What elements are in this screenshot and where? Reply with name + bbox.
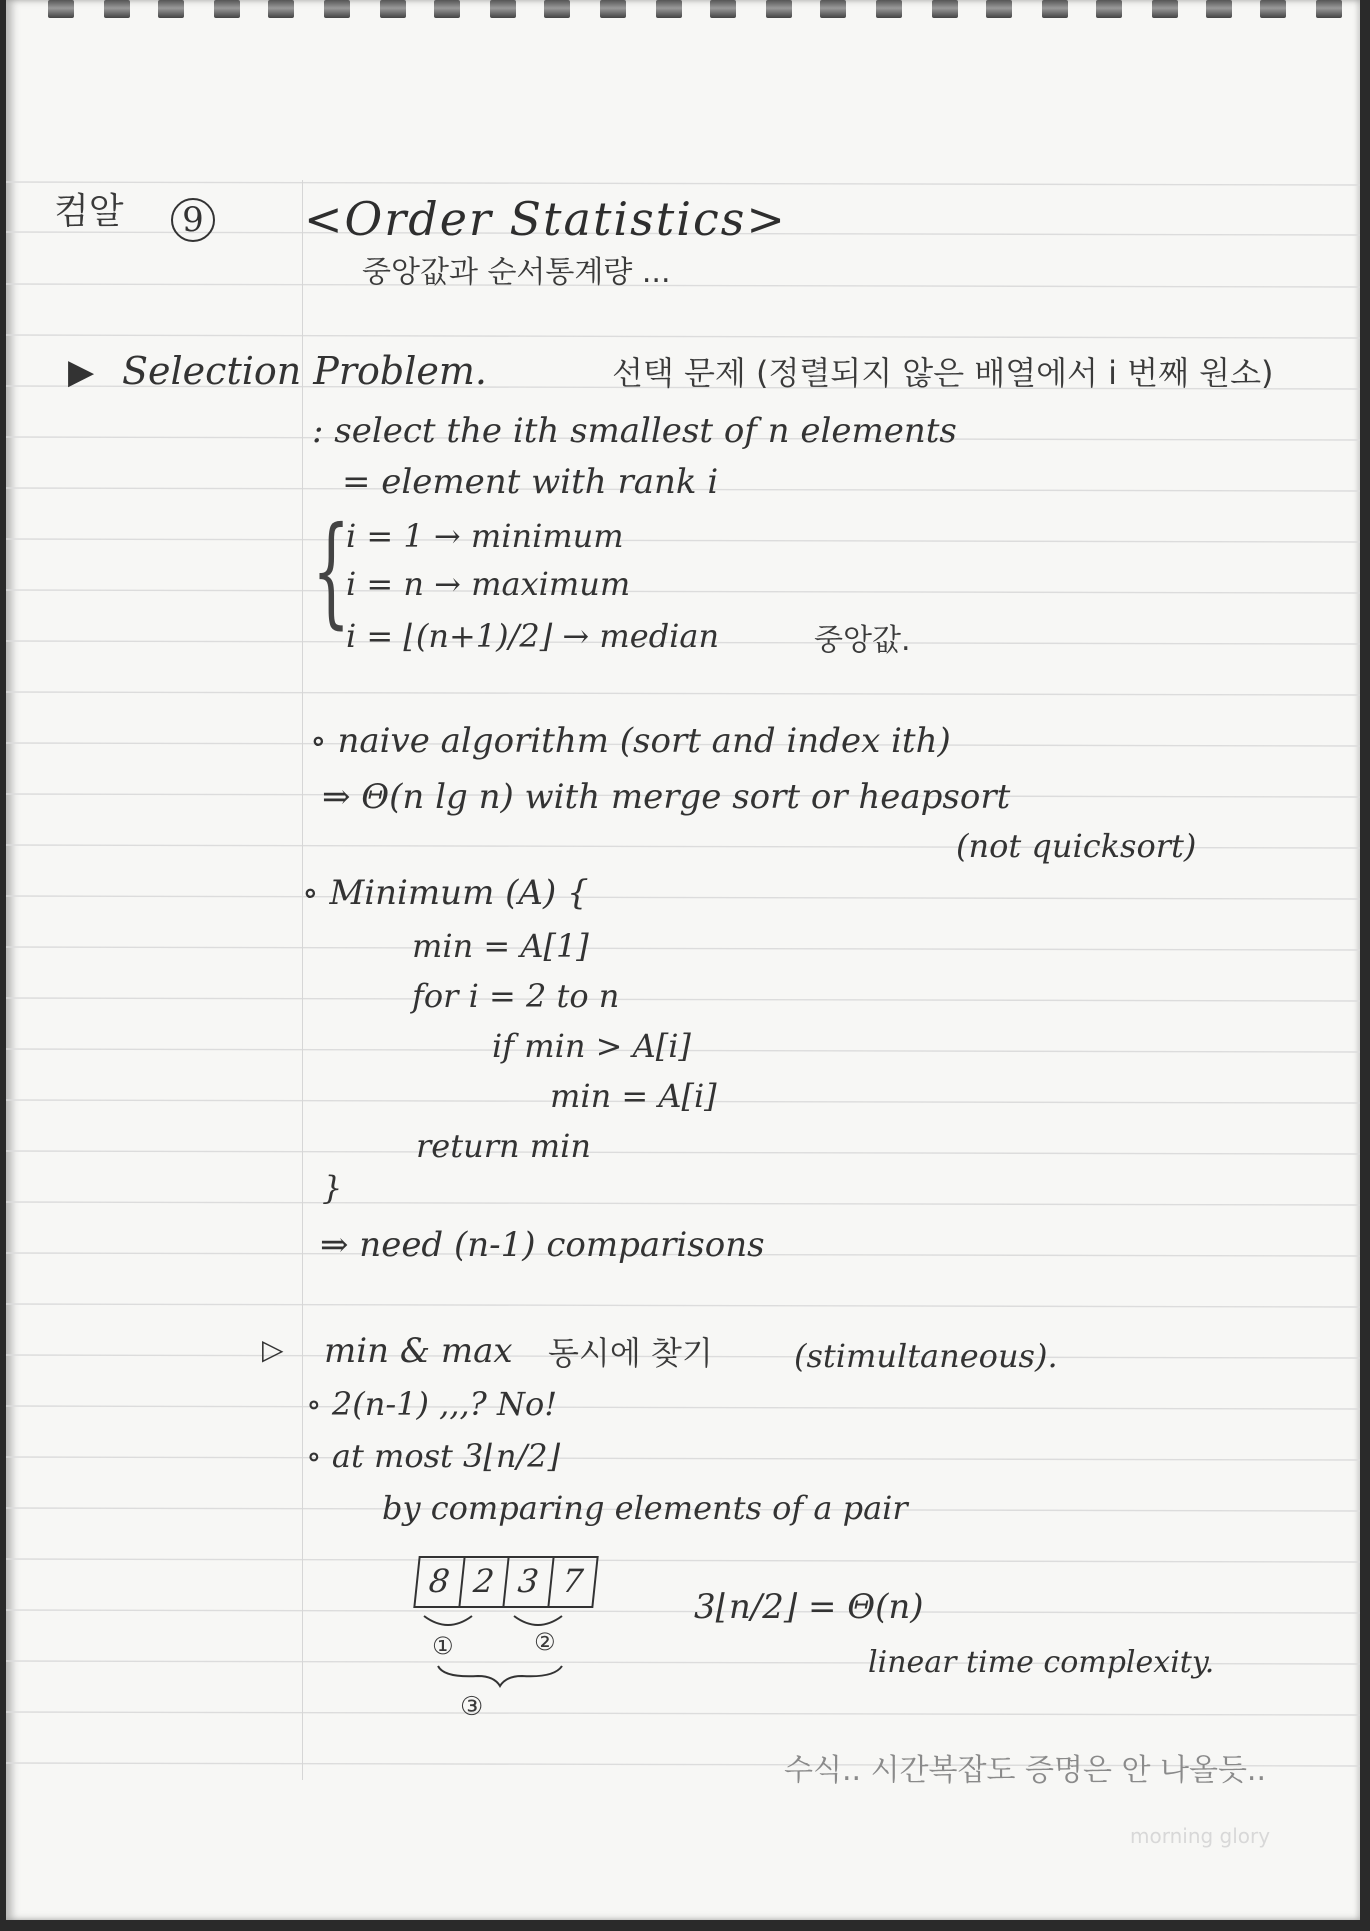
minimum-result: ⇒ need (n-1) comparisons	[320, 1225, 765, 1265]
footer-note: 수식.. 시간복잡도 증명은 안 나올듯..	[784, 1753, 1267, 1788]
pair-bracket-1	[424, 1616, 472, 1625]
spiral-binding	[0, 0, 1370, 34]
minimum-header: ∘ Minimum (A) {	[302, 873, 589, 913]
naive-line-1: ∘ naive algorithm (sort and index ith)	[310, 721, 951, 761]
group-brace	[438, 1666, 562, 1686]
group-label: ③	[460, 1692, 484, 1722]
chapter-number: 9	[171, 198, 215, 242]
naive-line-3: (not quicksort)	[956, 827, 1197, 865]
arrow-bullet-icon: ▶	[68, 352, 95, 392]
naive-line-2: ⇒ Θ(n lg n) with merge sort or heapsort	[322, 777, 1011, 817]
array-cell: 3	[504, 1558, 554, 1606]
pair-bracket-2	[514, 1616, 562, 1625]
minmax-bullet-3: by comparing elements of a pair	[382, 1489, 908, 1527]
code-line-6: }	[322, 1169, 343, 1207]
notebook-page	[6, 0, 1360, 1920]
array-cell: 8	[415, 1558, 465, 1606]
pair-label-1: ①	[432, 1632, 454, 1660]
code-line-1: min = A[1]	[412, 927, 589, 965]
code-line-2: for i = 2 to n	[412, 977, 620, 1015]
array-cell: 7	[560, 1562, 586, 1600]
page-title: <Order Statistics>	[304, 192, 787, 246]
case-median: i = ⌊(n+1)/2⌋ → median	[346, 617, 720, 655]
minmax-bullet-2: ∘ at most 3⌊n/2⌋	[306, 1437, 561, 1475]
hollow-arrow-bullet-icon: ▷	[262, 1333, 284, 1366]
minmax-heading: min & max	[324, 1331, 513, 1371]
code-line-4: min = A[i]	[550, 1077, 717, 1115]
selection-line-1: : select the ith smallest of n elements	[312, 411, 957, 451]
page-subtitle: 중앙값과 순서통계량 ...	[362, 255, 671, 290]
median-ko: 중앙값.	[814, 623, 911, 658]
brace-icon: {	[312, 502, 351, 641]
minmax-heading-ko: 동시에 찾기	[548, 1334, 713, 1372]
pair-label-2: ②	[534, 1628, 556, 1656]
array-cell: 2	[460, 1558, 510, 1606]
formula: 3⌊n/2⌋ = Θ(n)	[694, 1587, 924, 1627]
minmax-bullet-1: ∘ 2(n-1) ,,,? No!	[306, 1385, 558, 1423]
chapter-label: 컴알	[54, 191, 124, 232]
code-line-3: if min > A[i]	[492, 1027, 691, 1065]
code-line-5: return min	[416, 1127, 591, 1165]
watermark: morning glory	[1130, 1824, 1271, 1848]
case-maximum: i = n → maximum	[346, 565, 631, 603]
selection-heading: Selection Problem.	[122, 349, 487, 393]
minmax-heading-en: (stimultaneous).	[794, 1337, 1058, 1375]
formula-note: linear time complexity.	[868, 1645, 1215, 1680]
case-minimum: i = 1 → minimum	[346, 517, 624, 555]
selection-heading-ko: 선택 문제 (정렬되지 않은 배열에서 i 번째 원소)	[612, 354, 1274, 392]
selection-line-2: = element with rank i	[342, 462, 719, 502]
pair-brackets	[6, 0, 1360, 1920]
